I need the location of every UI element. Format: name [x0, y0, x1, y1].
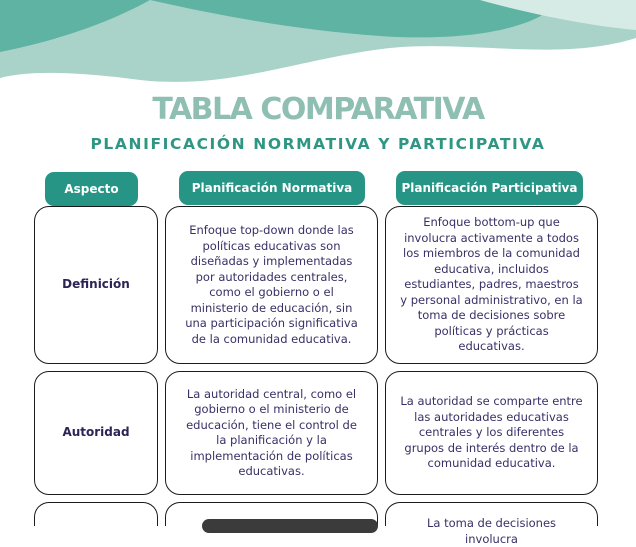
page-subtitle: PLANIFICACIÓN NORMATIVA Y PARTICIPATIVA	[90, 135, 546, 153]
table-cell-normativa-definicion: Enfoque top-down donde las políticas educativas son diseñadas y implementadas por autoridades centrales, como el gobierno o el ministerio de educación, sin una participación significativa de la comunidad educativa.	[165, 206, 378, 364]
table-cell-normativa-autoridad: La autoridad central, como el gobierno o el ministerio de educación, tiene el control de la planificación y la implementación de políticas educativas.	[165, 371, 378, 495]
table-cell-participativa-autoridad: La autoridad se comparte entre las autoridades educativas centrales y los diferentes grupos de interés dentro de la comunidad educativa.	[385, 371, 598, 495]
page-title: TABLA COMPARATIVA	[152, 92, 484, 127]
table-cell-participativa-3: La toma de decisiones involucra	[385, 502, 598, 526]
scroll-indicator-bar[interactable]	[202, 519, 378, 533]
header-planificacion-participativa: Planificación Participativa	[396, 171, 583, 205]
table-cell-participativa-definicion: Enfoque bottom-up que involucra activamente a todos los miembros de la comunidad educativa, incluidos estudiantes, padres, maestros y personal administrativo, en la toma de decisiones sobre políticas y prácticas educativas.	[385, 206, 598, 364]
header-planificacion-normativa: Planificación Normativa	[179, 171, 365, 205]
table-row-aspect-3	[34, 502, 158, 526]
header-aspecto: Aspecto	[45, 172, 138, 206]
table-row-aspect-definicion: Definición	[34, 206, 158, 364]
table-row-aspect-autoridad: Autoridad	[34, 371, 158, 495]
header-wave-decoration	[0, 0, 636, 90]
